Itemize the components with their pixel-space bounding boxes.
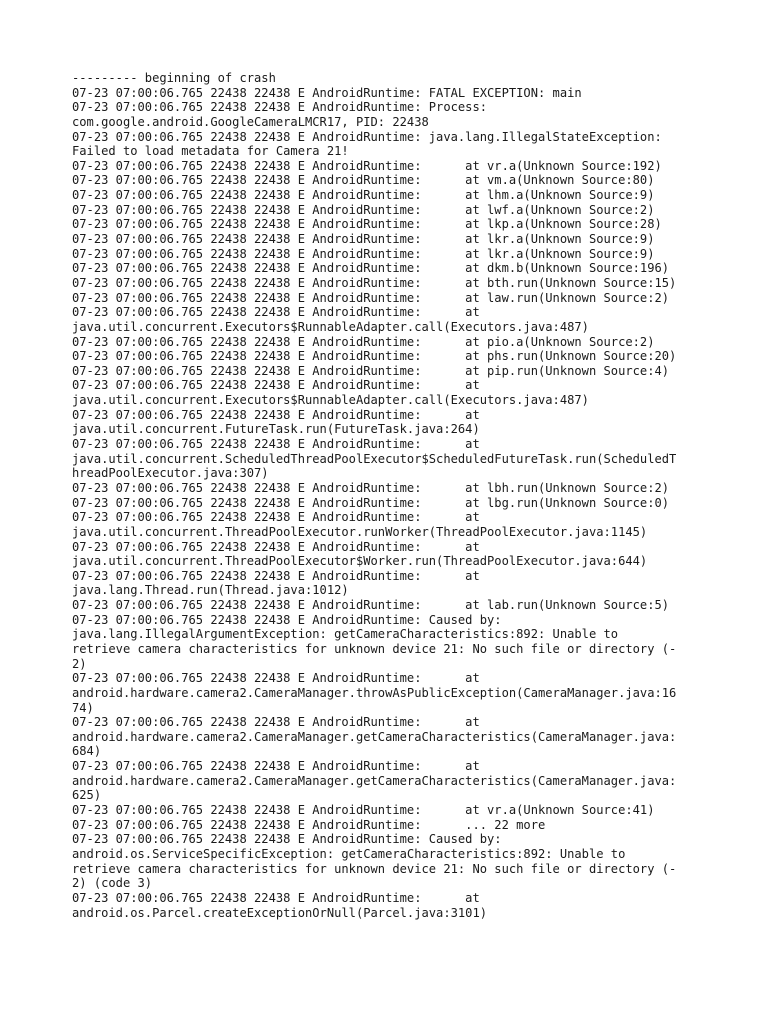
log-line: 07-23 07:00:06.765 22438 22438 E AndroidRuntime: at: [72, 378, 480, 393]
log-line: 07-23 07:00:06.765 22438 22438 E AndroidRuntime: at: [72, 568, 480, 583]
log-line: 2) (code 3): [72, 876, 153, 891]
log-line: 07-23 07:00:06.765 22438 22438 E AndroidRuntime: at: [72, 437, 480, 452]
log-line: 07-23 07:00:06.765 22438 22438 E AndroidRuntime: Process:: [72, 100, 488, 115]
log-line: java.util.concurrent.Executors$RunnableAdapter.call(Executors.java:487): [72, 319, 589, 334]
log-line: 07-23 07:00:06.765 22438 22438 E AndroidRuntime: at lkr.a(Unknown Source:9): [72, 246, 655, 261]
log-line: 07-23 07:00:06.765 22438 22438 E AndroidRuntime: at vm.a(Unknown Source:80): [72, 173, 655, 188]
log-line: --------- beginning of crash: [72, 71, 276, 85]
log-line: Failed to load metadata for Camera 21!: [72, 144, 349, 159]
log-line: java.util.concurrent.Executors$RunnableAdapter.call(Executors.java:487): [72, 393, 589, 408]
log-line: hreadPoolExecutor.java:307): [72, 466, 269, 481]
log-line: 07-23 07:00:06.765 22438 22438 E AndroidRuntime: Caused by:: [72, 832, 502, 847]
log-line: 07-23 07:00:06.765 22438 22438 E AndroidRuntime: FATAL EXCEPTION: main: [72, 85, 582, 100]
log-line: 07-23 07:00:06.765 22438 22438 E AndroidRuntime: at lwf.a(Unknown Source:2): [72, 202, 655, 217]
log-line: 07-23 07:00:06.765 22438 22438 E AndroidRuntime: at lhm.a(Unknown Source:9): [72, 188, 655, 203]
log-line: 07-23 07:00:06.765 22438 22438 E AndroidRuntime: at: [72, 539, 480, 554]
log-line: 07-23 07:00:06.765 22438 22438 E AndroidRuntime: at pip.run(Unknown Source:4): [72, 363, 670, 378]
log-line: 07-23 07:00:06.765 22438 22438 E AndroidRuntime: at law.run(Unknown Source:2): [72, 290, 670, 305]
log-line: android.hardware.camera2.CameraManager.getCameraCharacteristics(CameraManager.java:: [72, 729, 677, 744]
log-line: 07-23 07:00:06.765 22438 22438 E AndroidRuntime: at: [72, 715, 480, 730]
log-line: 07-23 07:00:06.765 22438 22438 E AndroidRuntime: at lab.run(Unknown Source:5): [72, 598, 670, 613]
log-line: 07-23 07:00:06.765 22438 22438 E AndroidRuntime: Caused by:: [72, 612, 502, 627]
log-line: 625): [72, 788, 102, 803]
log-line: android.hardware.camera2.CameraManager.throwAsPublicException(CameraManager.java:16: [72, 685, 677, 700]
log-line: 07-23 07:00:06.765 22438 22438 E AndroidRuntime: at: [72, 407, 480, 422]
log-line: java.util.concurrent.ThreadPoolExecutor$Worker.run(ThreadPoolExecutor.java:644): [72, 554, 648, 569]
log-line: 07-23 07:00:06.765 22438 22438 E AndroidRuntime: at lbh.run(Unknown Source:2): [72, 480, 670, 495]
log-line: 07-23 07:00:06.765 22438 22438 E AndroidRuntime: at lbg.run(Unknown Source:0): [72, 495, 670, 510]
log-line: android.hardware.camera2.CameraManager.getCameraCharacteristics(CameraManager.java:: [72, 773, 677, 788]
log-line: 07-23 07:00:06.765 22438 22438 E AndroidRuntime: at vr.a(Unknown Source:192): [72, 158, 662, 173]
log-line: 07-23 07:00:06.765 22438 22438 E AndroidRuntime: at lkp.a(Unknown Source:28): [72, 217, 662, 232]
log-line: 07-23 07:00:06.765 22438 22438 E AndroidRuntime: at dkm.b(Unknown Source:196): [72, 261, 670, 276]
log-line: 07-23 07:00:06.765 22438 22438 E AndroidRuntime: at: [72, 759, 480, 774]
log-line: 07-23 07:00:06.765 22438 22438 E AndroidRuntime: at lkr.a(Unknown Source:9): [72, 232, 655, 247]
log-line: com.google.android.GoogleCameraLMCR17, PID: 22438: [72, 114, 429, 129]
log-line: 07-23 07:00:06.765 22438 22438 E AndroidRuntime: at pio.a(Unknown Source:2): [72, 334, 655, 349]
log-line: java.lang.Thread.run(Thread.java:1012): [72, 583, 349, 598]
log-line: 74): [72, 700, 94, 715]
log-line: java.util.concurrent.ScheduledThreadPoolExecutor$ScheduledFutureTask.run(ScheduledT: [72, 451, 677, 466]
log-line: android.os.ServiceSpecificException: getCameraCharacteristics:892: Unable to: [72, 846, 626, 861]
log-line: java.util.concurrent.ThreadPoolExecutor.runWorker(ThreadPoolExecutor.java:1145): [72, 524, 648, 539]
log-line: java.util.concurrent.FutureTask.run(FutureTask.java:264): [72, 422, 480, 437]
log-line: 07-23 07:00:06.765 22438 22438 E AndroidRuntime: at: [72, 510, 480, 525]
log-line: java.lang.IllegalArgumentException: getCameraCharacteristics:892: Unable to: [72, 627, 619, 642]
log-line: 07-23 07:00:06.765 22438 22438 E AndroidRuntime: at phs.run(Unknown Source:20): [72, 349, 677, 364]
log-line: retrieve camera characteristics for unknown device 21: No such file or directory (-: [72, 861, 677, 876]
log-line: 07-23 07:00:06.765 22438 22438 E AndroidRuntime: ... 22 more: [72, 817, 546, 832]
log-line: 684): [72, 744, 102, 759]
log-line: 07-23 07:00:06.765 22438 22438 E AndroidRuntime: java.lang.IllegalStateException:: [72, 129, 662, 144]
crash-log: [72, 71, 712, 920]
log-line: retrieve camera characteristics for unknown device 21: No such file or directory (-: [72, 641, 677, 656]
log-line: 07-23 07:00:06.765 22438 22438 E AndroidRuntime: at: [72, 890, 480, 905]
log-lines: [72, 71, 712, 920]
log-line: 07-23 07:00:06.765 22438 22438 E AndroidRuntime: at vr.a(Unknown Source:41): [72, 803, 655, 818]
log-line: 07-23 07:00:06.765 22438 22438 E AndroidRuntime: at: [72, 305, 480, 320]
log-line: 07-23 07:00:06.765 22438 22438 E AndroidRuntime: at: [72, 671, 480, 686]
log-line: 07-23 07:00:06.765 22438 22438 E AndroidRuntime: at bth.run(Unknown Source:15): [72, 275, 677, 290]
log-line: android.os.Parcel.createExceptionOrNull(Parcel.java:3101): [72, 905, 488, 920]
log-line: 2): [72, 656, 87, 671]
